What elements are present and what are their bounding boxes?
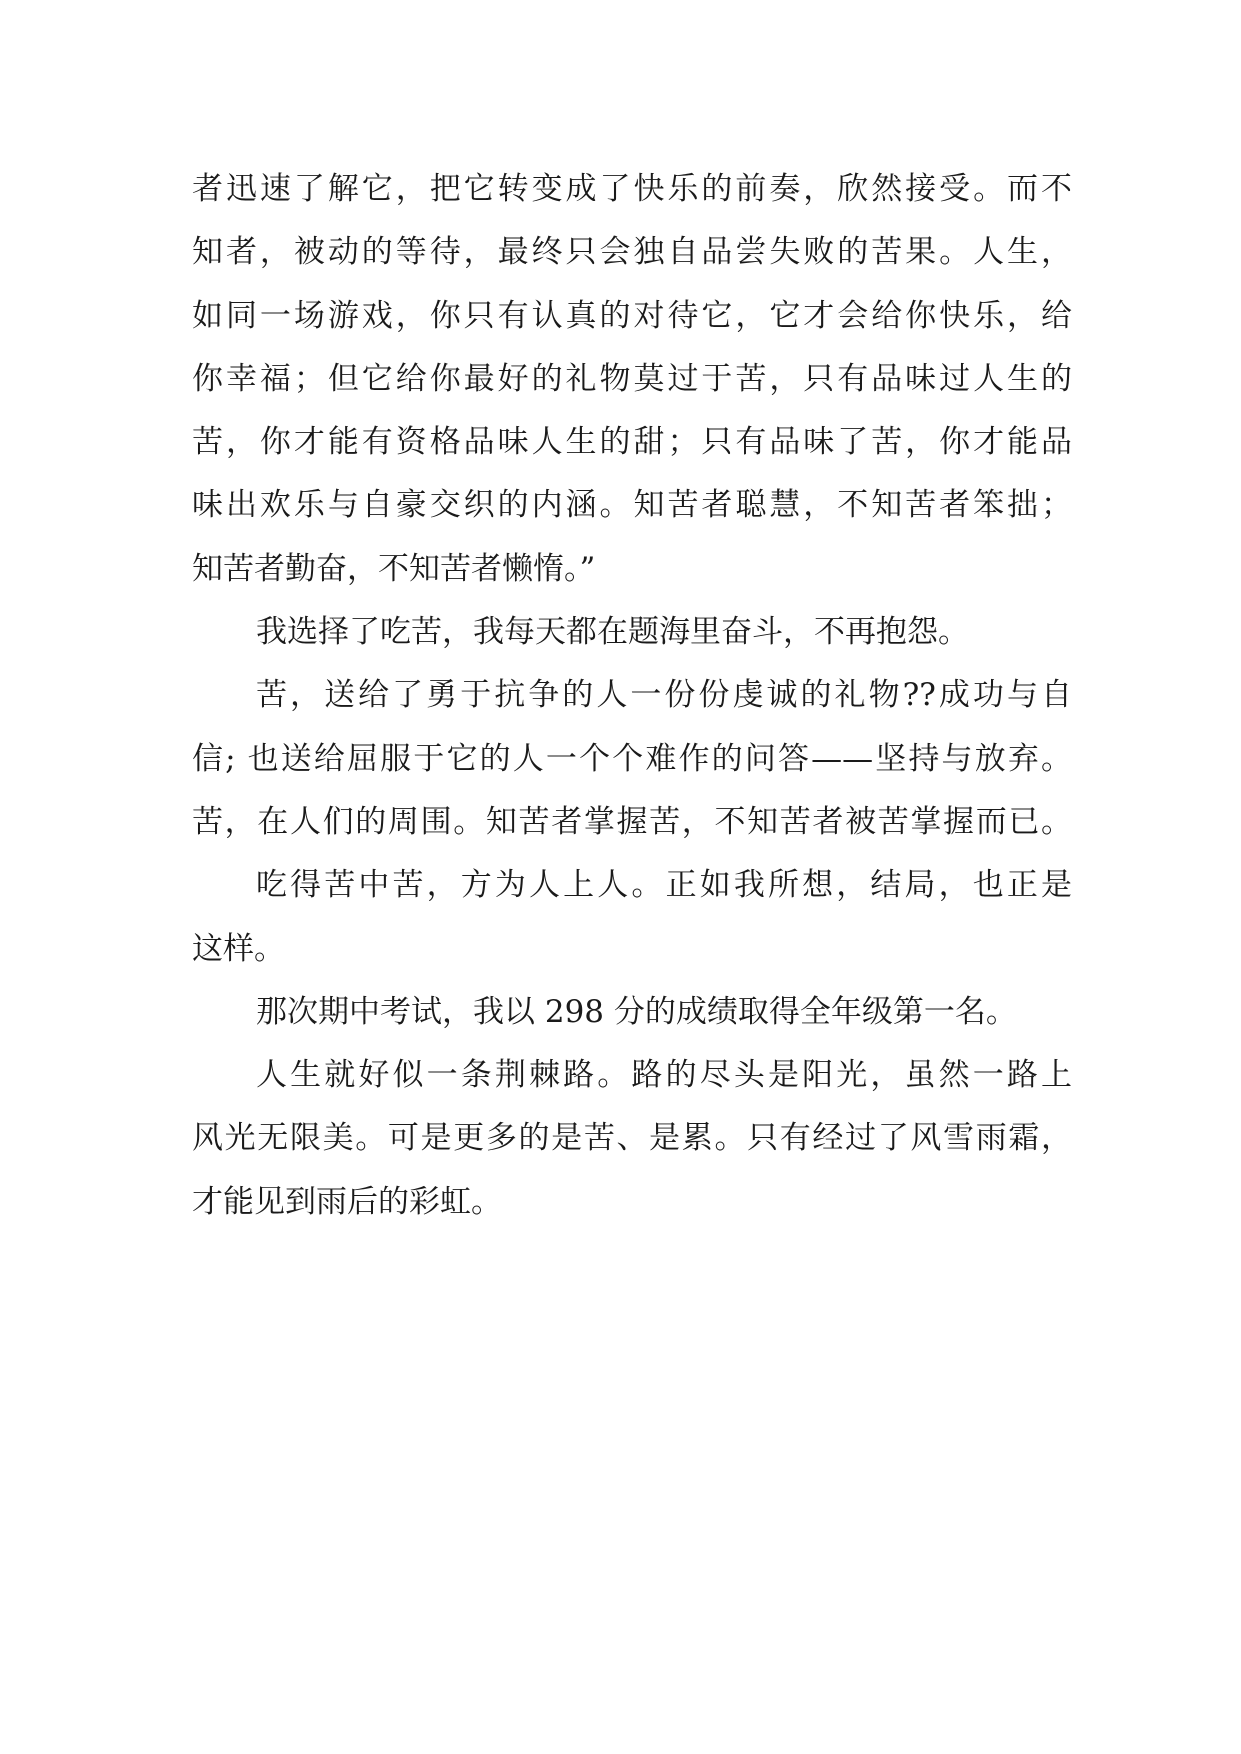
text-line: 者迅速了解它，把它转变成了快乐的前奏，欣然接受。而不	[192, 171, 1072, 207]
paragraph-first-line: 人生就好似一条荆棘路。路的尽头是阳光，虽然一路上	[256, 1057, 1072, 1094]
paragraph-first-line: 吃得苦中苦，方为人上人。正如我所想，结局，也正是	[256, 867, 1072, 904]
text-line: 味出欢乐与自豪交织的内涵。知苦者聪慧，不知苦者笨拙；	[192, 487, 1072, 524]
text-line: 风光无限美。可是更多的是苦、是累。只有经过了风雪雨霜，	[192, 1120, 1072, 1157]
text-line: 苦，你才能有资格品味人生的甜；只有品味了苦，你才能品	[192, 424, 1072, 461]
paragraph-first-line: 苦，送给了勇于抗争的人一份份虔诚的礼物??成功与自	[256, 677, 1072, 714]
text-line: 信; 也送给屈服于它的人一个个难作的问答——坚持与放弃。	[192, 740, 1072, 777]
text-line: 才能见到雨后的彩虹。	[192, 1183, 502, 1220]
text-line: 知苦者勤奋，不知苦者懒惰。”	[192, 550, 596, 587]
body-text	[192, 158, 1072, 1234]
text-line: 这样。	[192, 930, 285, 967]
text-line: 如同一场游戏，你只有认真的对待它，它才会给你快乐，给	[192, 297, 1072, 334]
paragraph-first-line: 那次期中考试，我以 298 分的成绩取得全年级第一名。	[256, 993, 1017, 1030]
text-line: 你幸福；但它给你最好的礼物莫过于苦，只有品味过人生的	[192, 360, 1072, 397]
paragraph-first-line: 我选择了吃苦，我每天都在题海里奋斗，不再抱怨。	[256, 614, 969, 651]
text-line: 知者，被动的等待，最终只会独自品尝失败的苦果。人生，	[192, 234, 1072, 271]
text-line: 苦，在人们的周围。知苦者掌握苦，不知苦者被苦掌握而已。	[192, 803, 1072, 840]
